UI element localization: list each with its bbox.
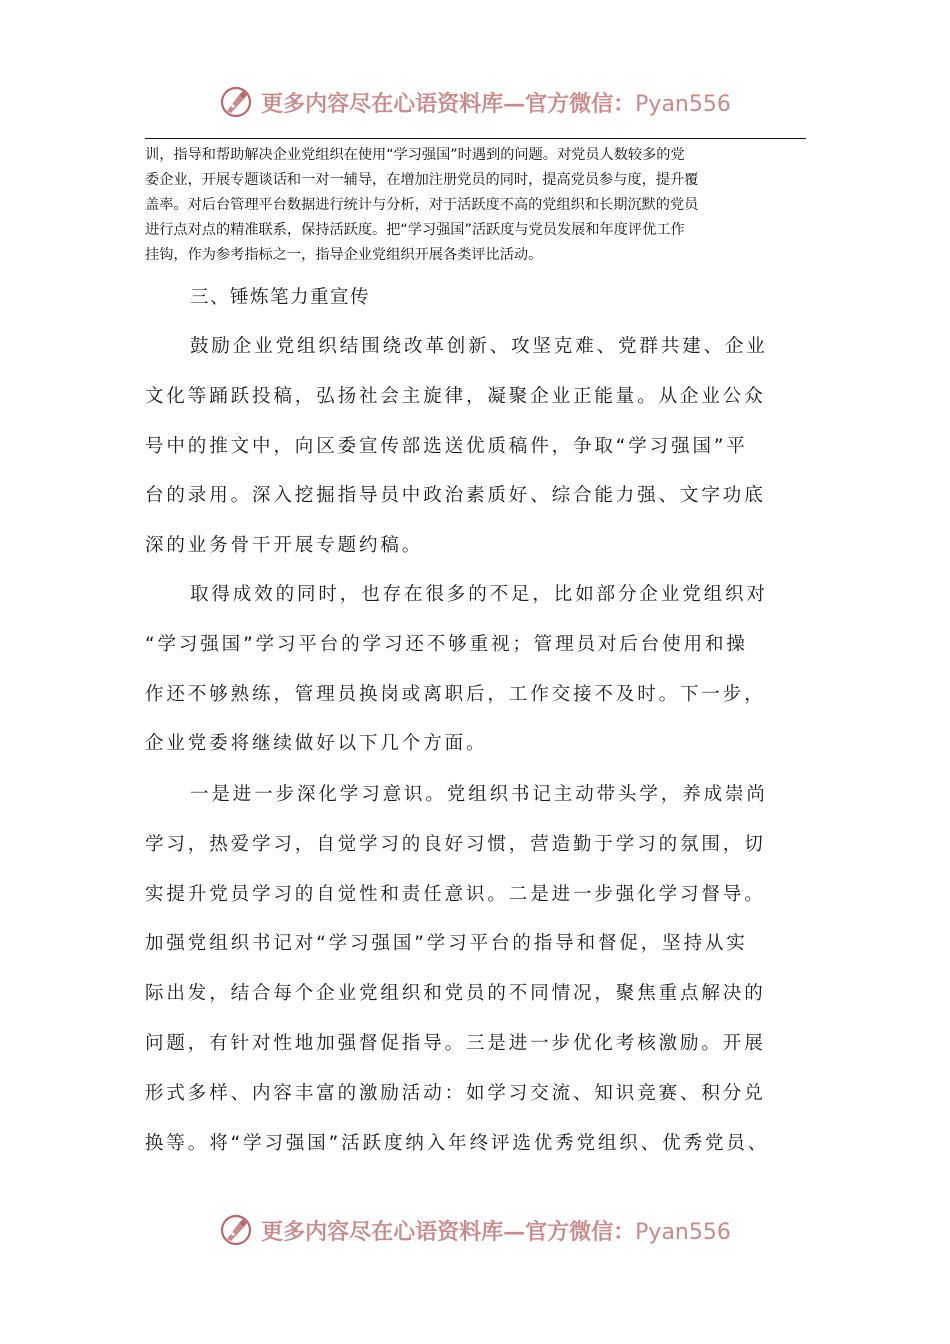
paragraph-3 xyxy=(145,770,806,1168)
text-line: 进行点对点的精准联系，保持活跃度。把“学习强国”活跃度与党员发展和年度评优工作 xyxy=(145,222,685,238)
text-line: 换等。将“学习强国”活跃度纳入年终评选优秀党组织、优秀党员、 xyxy=(145,1132,770,1154)
banner-text: 更多内容尽在心语资料库—官方微信：Pyan556 xyxy=(261,90,731,117)
section-heading: 三、锤炼笔力重宣传 xyxy=(190,287,371,308)
pen-nib-logo-icon xyxy=(219,1213,253,1247)
text-line: “学习强国”学习平台的学习还不够重视；管理员对后台使用和操 xyxy=(145,633,748,655)
wechat-id: Pyan556 xyxy=(635,91,731,117)
text-line: 企业党委将继续做好以下几个方面。 xyxy=(145,733,488,755)
wechat-id: Pyan556 xyxy=(635,1219,731,1245)
paragraph-1 xyxy=(145,322,806,571)
text-line: 加强党组织书记对“学习强国”学习平台的指导和督促，坚持从实 xyxy=(145,933,748,955)
pen-nib-logo-icon xyxy=(219,85,253,119)
paragraph-2 xyxy=(145,570,806,769)
text-line: 一是进一步深化学习意识。党组织书记主动带头学，养成崇尚 xyxy=(190,784,768,805)
text-line: 台的录用。深入挖掘指导员中政治素质好、综合能力强、文字功底 xyxy=(145,485,766,507)
text-line: 取得成效的同时，也存在很多的不足，比如部分企业党组织对 xyxy=(190,584,768,605)
continued-paragraph xyxy=(145,143,806,268)
text-line: 训，指导和帮助解决企业党组织在使用“学习强国”时遇到的问题。对党员人数较多的党 xyxy=(145,147,685,163)
text-line: 问题，有针对性地加强督促指导。三是进一步优化考核激励。开展 xyxy=(145,1032,766,1054)
header-banner xyxy=(0,78,950,126)
banner-text: 更多内容尽在心语资料库—官方微信：Pyan556 xyxy=(261,1218,731,1245)
text-line: 学习，热爱学习，自觉学习的良好习惯，营造勤于学习的氛围，切 xyxy=(145,833,766,855)
text-line: 实提升党员学习的自觉性和责任意识。二是进一步强化学习督导。 xyxy=(145,883,766,905)
text-line: 挂钩，作为参考指标之一，指导企业党组织开展各类评比活动。 xyxy=(145,247,543,263)
text-line: 号中的推文中，向区委宣传部选送优质稿件，争取“学习强国”平 xyxy=(145,435,748,457)
footer-banner xyxy=(0,1206,950,1254)
text-line: 鼓励企业党组织结围绕改革创新、攻坚克难、党群共建、企业 xyxy=(190,336,768,357)
text-line: 形式多样、内容丰富的激励活动：如学习交流、知识竞赛、积分兑 xyxy=(145,1082,766,1104)
header-divider xyxy=(145,138,806,139)
text-line: 盖率。对后台管理平台数据进行统计与分析，对于活跃度不高的党组织和长期沉默的党员 xyxy=(145,197,699,213)
text-line: 作还不够熟练，管理员换岗或离职后，工作交接不及时。下一步， xyxy=(145,683,766,705)
text-line: 文化等踊跃投稿，弘扬社会主旋律，凝聚企业正能量。从企业公众 xyxy=(145,385,766,407)
text-line: 委企业，开展专题谈话和一对一辅导，在增加注册党员的同时，提高党员参与度，提升覆 xyxy=(145,172,699,188)
text-line: 深的业务骨干开展专题约稿。 xyxy=(145,535,424,557)
text-line: 际出发，结合每个企业党组织和党员的不同情况，聚焦重点解决的 xyxy=(145,983,766,1005)
